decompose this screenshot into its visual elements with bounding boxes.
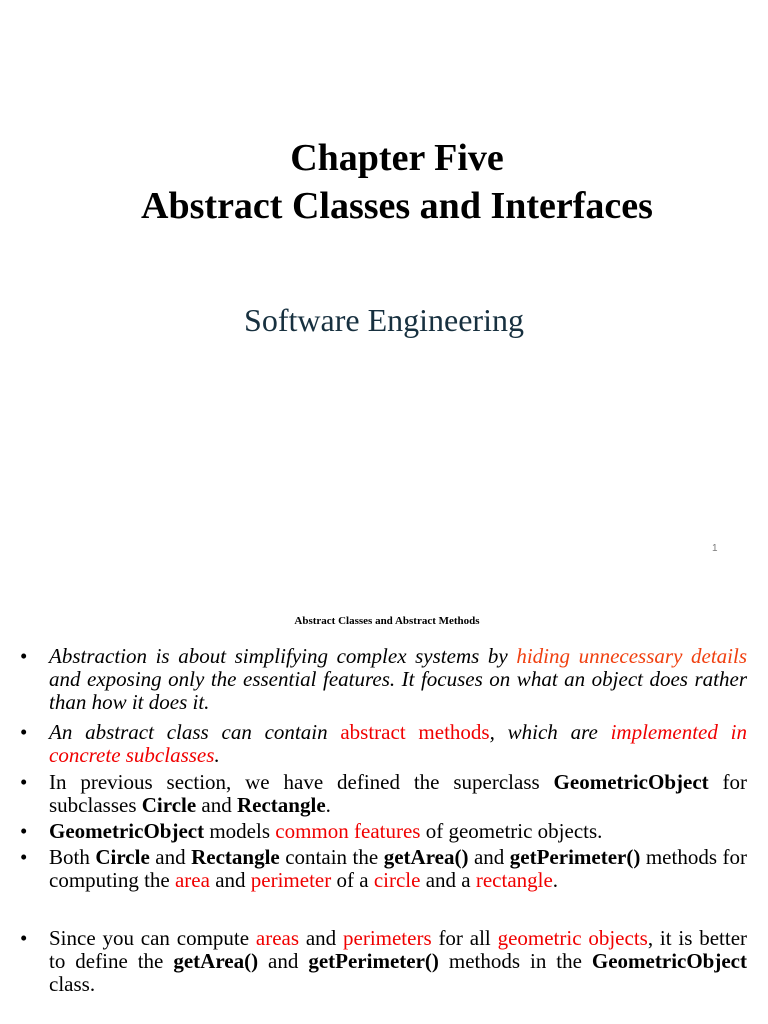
title-line-topic: Abstract Classes and Interfaces [141,185,653,227]
emphasis-text: circle [373,868,421,892]
bullet-icon: • [20,845,28,869]
code-term: GeometricObject [591,949,747,973]
code-term: getPerimeter() [308,949,439,973]
bullet-abstract-class [20,721,747,767]
text: . [552,868,559,892]
text: , which are [489,720,611,744]
slide-subtitle: Software Engineering [244,302,524,338]
code-term: getArea() [383,845,469,869]
text: Abstraction is about simplifying complex systems by [49,644,517,668]
text: In previous section, we have defined the superclass [49,770,554,794]
code-term: getArea() [173,949,259,973]
text: and [258,949,309,973]
bullet-icon: • [20,720,28,744]
code-term: GeometricObject [553,770,709,794]
emphasis-text: hiding unnecessary details [516,644,747,668]
bullet-icon: • [20,926,28,950]
code-term: Circle [141,793,197,817]
text: and exposing only the essential features. It focuses on what an object does rather than how it does it. [49,667,747,714]
text: and a [420,868,476,892]
text: of a [331,868,374,892]
text: methods in the [438,949,592,973]
bullet-common-features [20,820,747,843]
text: methods for computing the [49,845,747,892]
bullet-icon: • [20,644,28,668]
emphasis-text: areas [255,926,300,950]
emphasis-text: perimeter [250,868,332,892]
code-term: Rectangle [191,845,280,869]
code-term: GeometricObject [49,819,205,843]
text: for all [431,926,498,950]
emphasis-text: rectangle [475,868,553,892]
text: and [149,845,192,869]
emphasis-text: implemented in concrete subclasses [49,720,747,767]
page-number: 1 [712,543,718,554]
code-term: Circle [95,845,150,869]
emphasis-text: perimeters [343,926,432,950]
text: Both [49,845,96,869]
text: . [214,743,220,767]
bullet-methods [20,846,747,892]
text: Since you can compute [49,926,256,950]
text: class. [49,972,96,996]
slide-title [0,134,768,230]
text: and [196,793,237,817]
title-line-chapter: Chapter Five [290,137,504,179]
text: models [204,819,276,843]
text: and [299,926,343,950]
bullet-superclass [20,771,747,817]
code-term: getPerimeter() [509,845,641,869]
bullet-abstraction [20,645,747,714]
text: . [325,793,331,817]
emphasis-text: geometric objects [497,926,648,950]
text: and [209,868,251,892]
text: for subclasses [49,770,747,817]
emphasis-text: common features [275,819,421,843]
text: of geometric objects. [420,819,603,843]
bullet-icon: • [20,770,28,794]
text: and [468,845,510,869]
code-term: Rectangle [237,793,326,817]
section-heading: Abstract Classes and Abstract Methods [294,615,480,627]
text: An abstract class can contain [49,720,341,744]
text: , it is better to define the [49,926,748,973]
bullet-define-methods [20,927,747,996]
slide-2 [0,580,768,1024]
text: contain the [279,845,384,869]
bullet-icon: • [20,819,28,843]
emphasis-text: area [174,868,210,892]
bullet-list [20,645,747,996]
emphasis-text: abstract methods [340,720,490,744]
